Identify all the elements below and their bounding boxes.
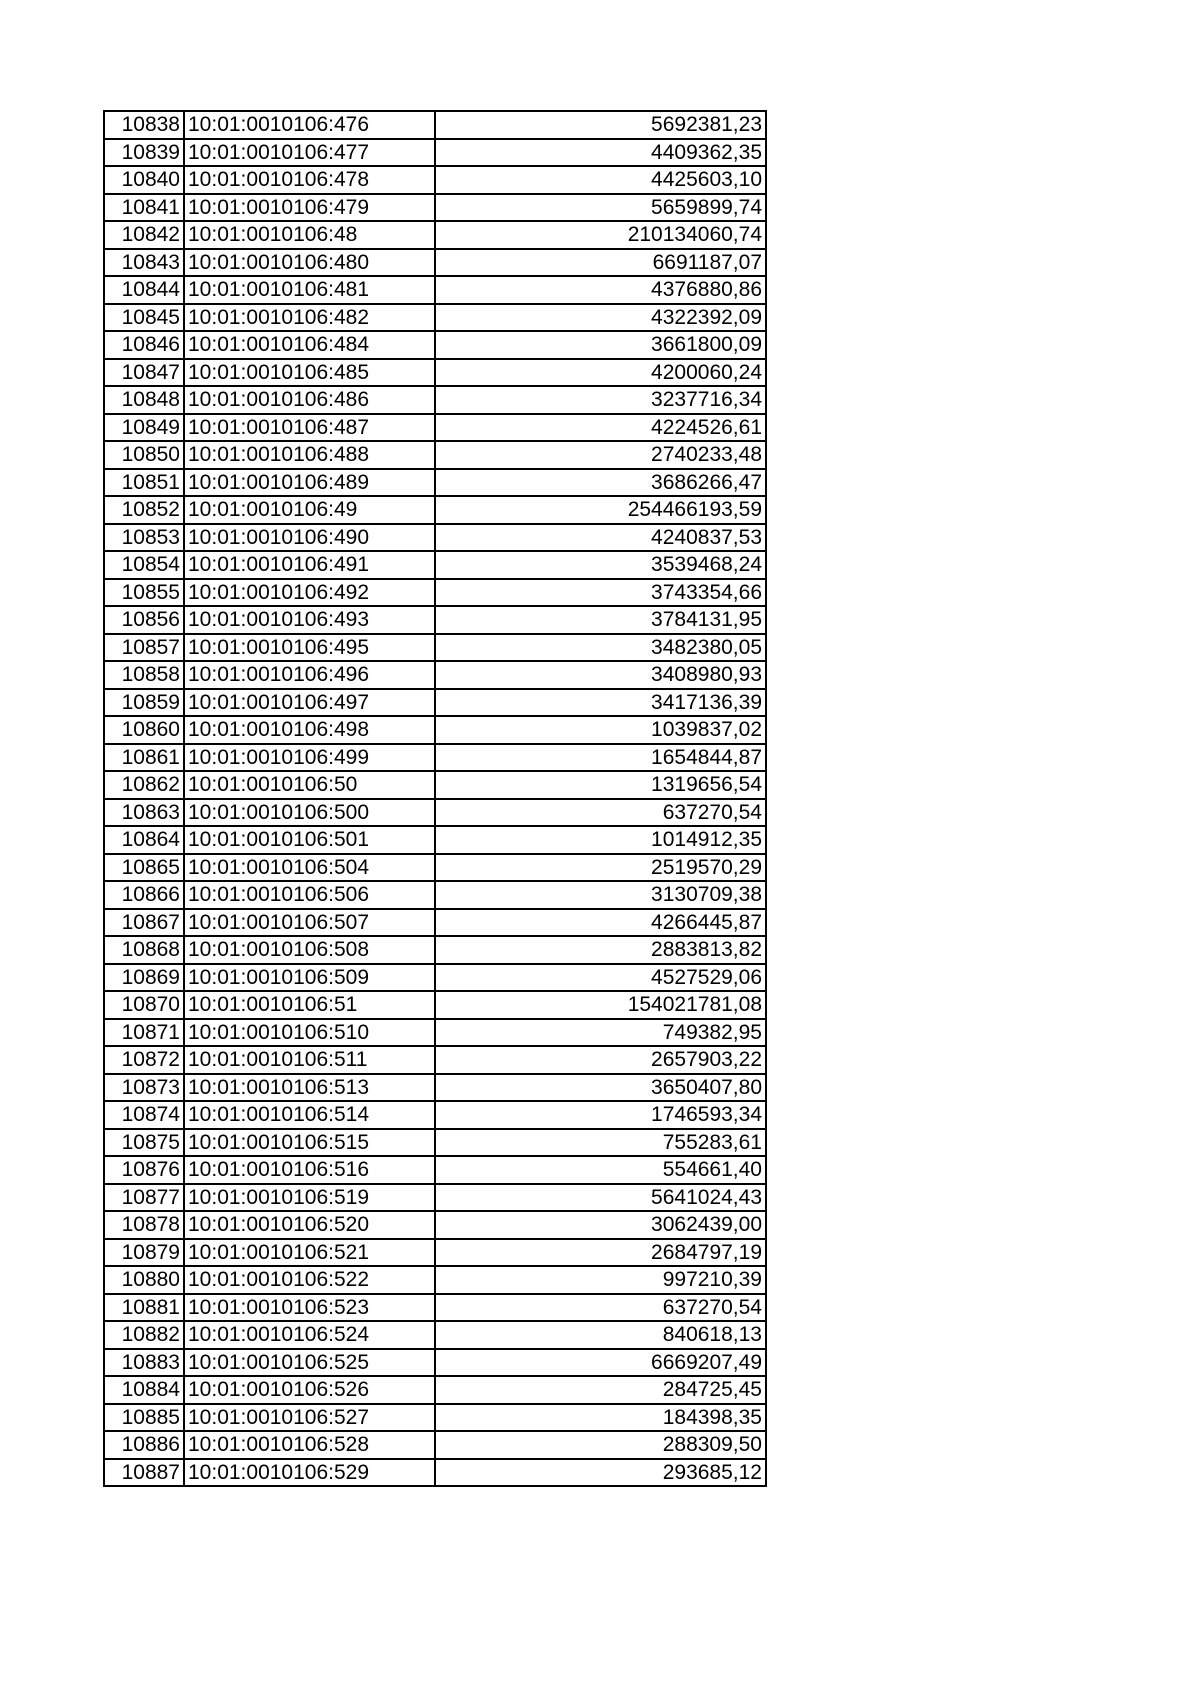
row-number-cell: 10848 <box>104 386 184 414</box>
cadastral-number-cell: 10:01:0010106:48 <box>184 221 435 249</box>
table-row <box>104 936 766 964</box>
row-number-cell: 10845 <box>104 304 184 332</box>
table-row <box>104 744 766 772</box>
table-row <box>104 1404 766 1432</box>
cadastral-number-cell: 10:01:0010106:486 <box>184 386 435 414</box>
table-row <box>104 276 766 304</box>
row-number-cell: 10859 <box>104 689 184 717</box>
cadastral-number-cell: 10:01:0010106:484 <box>184 331 435 359</box>
row-number-cell: 10841 <box>104 194 184 222</box>
value-cell: 1319656,54 <box>435 771 766 799</box>
row-number-cell: 10843 <box>104 249 184 277</box>
table-row <box>104 826 766 854</box>
cadastral-number-cell: 10:01:0010106:511 <box>184 1046 435 1074</box>
cadastral-number-cell: 10:01:0010106:496 <box>184 661 435 689</box>
value-cell: 184398,35 <box>435 1404 766 1432</box>
value-cell: 3650407,80 <box>435 1074 766 1102</box>
row-number-cell: 10873 <box>104 1074 184 1102</box>
table-row <box>104 331 766 359</box>
value-cell: 554661,40 <box>435 1156 766 1184</box>
row-number-cell: 10844 <box>104 276 184 304</box>
cadastral-number-cell: 10:01:0010106:487 <box>184 414 435 442</box>
row-number-cell: 10840 <box>104 166 184 194</box>
row-number-cell: 10871 <box>104 1019 184 1047</box>
row-number-cell: 10885 <box>104 1404 184 1432</box>
table-row <box>104 716 766 744</box>
cadastral-number-cell: 10:01:0010106:489 <box>184 469 435 497</box>
value-cell: 3539468,24 <box>435 551 766 579</box>
cadastral-number-cell: 10:01:0010106:515 <box>184 1129 435 1157</box>
row-number-cell: 10842 <box>104 221 184 249</box>
table-row <box>104 771 766 799</box>
row-number-cell: 10870 <box>104 991 184 1019</box>
row-number-cell: 10849 <box>104 414 184 442</box>
registry-table <box>103 110 767 1487</box>
value-cell: 210134060,74 <box>435 221 766 249</box>
table-row <box>104 964 766 992</box>
cadastral-number-cell: 10:01:0010106:514 <box>184 1101 435 1129</box>
row-number-cell: 10886 <box>104 1431 184 1459</box>
value-cell: 5692381,23 <box>435 111 766 139</box>
value-cell: 293685,12 <box>435 1459 766 1487</box>
value-cell: 5659899,74 <box>435 194 766 222</box>
cadastral-number-cell: 10:01:0010106:506 <box>184 881 435 909</box>
value-cell: 4200060,24 <box>435 359 766 387</box>
row-number-cell: 10860 <box>104 716 184 744</box>
row-number-cell: 10852 <box>104 496 184 524</box>
row-number-cell: 10868 <box>104 936 184 964</box>
table-row <box>104 194 766 222</box>
value-cell: 154021781,08 <box>435 991 766 1019</box>
table-row <box>104 799 766 827</box>
table-row <box>104 634 766 662</box>
value-cell: 840618,13 <box>435 1321 766 1349</box>
cadastral-number-cell: 10:01:0010106:490 <box>184 524 435 552</box>
row-number-cell: 10866 <box>104 881 184 909</box>
cadastral-number-cell: 10:01:0010106:525 <box>184 1349 435 1377</box>
table-row <box>104 1211 766 1239</box>
row-number-cell: 10854 <box>104 551 184 579</box>
value-cell: 3237716,34 <box>435 386 766 414</box>
cadastral-number-cell: 10:01:0010106:500 <box>184 799 435 827</box>
value-cell: 637270,54 <box>435 1294 766 1322</box>
cadastral-number-cell: 10:01:0010106:479 <box>184 194 435 222</box>
value-cell: 3743354,66 <box>435 579 766 607</box>
row-number-cell: 10883 <box>104 1349 184 1377</box>
cadastral-number-cell: 10:01:0010106:51 <box>184 991 435 1019</box>
cadastral-number-cell: 10:01:0010106:498 <box>184 716 435 744</box>
cadastral-number-cell: 10:01:0010106:522 <box>184 1266 435 1294</box>
row-number-cell: 10862 <box>104 771 184 799</box>
table-row <box>104 1349 766 1377</box>
table-row <box>104 1459 766 1487</box>
table-row <box>104 304 766 332</box>
row-number-cell: 10863 <box>104 799 184 827</box>
value-cell: 254466193,59 <box>435 496 766 524</box>
row-number-cell: 10864 <box>104 826 184 854</box>
value-cell: 4224526,61 <box>435 414 766 442</box>
table-row <box>104 1019 766 1047</box>
table-row <box>104 579 766 607</box>
value-cell: 6691187,07 <box>435 249 766 277</box>
cadastral-number-cell: 10:01:0010106:491 <box>184 551 435 579</box>
value-cell: 4266445,87 <box>435 909 766 937</box>
row-number-cell: 10855 <box>104 579 184 607</box>
table-row <box>104 359 766 387</box>
value-cell: 4240837,53 <box>435 524 766 552</box>
row-number-cell: 10878 <box>104 1211 184 1239</box>
registry-table-body <box>104 111 766 1486</box>
cadastral-number-cell: 10:01:0010106:492 <box>184 579 435 607</box>
cadastral-number-cell: 10:01:0010106:481 <box>184 276 435 304</box>
table-row <box>104 469 766 497</box>
cadastral-number-cell: 10:01:0010106:504 <box>184 854 435 882</box>
cadastral-number-cell: 10:01:0010106:495 <box>184 634 435 662</box>
row-number-cell: 10881 <box>104 1294 184 1322</box>
value-cell: 2883813,82 <box>435 936 766 964</box>
cadastral-number-cell: 10:01:0010106:508 <box>184 936 435 964</box>
cadastral-number-cell: 10:01:0010106:523 <box>184 1294 435 1322</box>
value-cell: 4425603,10 <box>435 166 766 194</box>
value-cell: 3686266,47 <box>435 469 766 497</box>
value-cell: 2657903,22 <box>435 1046 766 1074</box>
row-number-cell: 10882 <box>104 1321 184 1349</box>
row-number-cell: 10858 <box>104 661 184 689</box>
row-number-cell: 10851 <box>104 469 184 497</box>
cadastral-number-cell: 10:01:0010106:485 <box>184 359 435 387</box>
table-row <box>104 1321 766 1349</box>
table-row <box>104 1376 766 1404</box>
table-row <box>104 661 766 689</box>
value-cell: 3784131,95 <box>435 606 766 634</box>
value-cell: 3417136,39 <box>435 689 766 717</box>
row-number-cell: 10857 <box>104 634 184 662</box>
cadastral-number-cell: 10:01:0010106:513 <box>184 1074 435 1102</box>
row-number-cell: 10847 <box>104 359 184 387</box>
table-row <box>104 221 766 249</box>
value-cell: 4527529,06 <box>435 964 766 992</box>
table-row <box>104 1129 766 1157</box>
value-cell: 2684797,19 <box>435 1239 766 1267</box>
value-cell: 6669207,49 <box>435 1349 766 1377</box>
cadastral-number-cell: 10:01:0010106:528 <box>184 1431 435 1459</box>
row-number-cell: 10856 <box>104 606 184 634</box>
table-row <box>104 524 766 552</box>
cadastral-number-cell: 10:01:0010106:516 <box>184 1156 435 1184</box>
value-cell: 5641024,43 <box>435 1184 766 1212</box>
value-cell: 749382,95 <box>435 1019 766 1047</box>
row-number-cell: 10861 <box>104 744 184 772</box>
cadastral-number-cell: 10:01:0010106:526 <box>184 1376 435 1404</box>
table-row <box>104 854 766 882</box>
value-cell: 4322392,09 <box>435 304 766 332</box>
cadastral-number-cell: 10:01:0010106:524 <box>184 1321 435 1349</box>
cadastral-number-cell: 10:01:0010106:477 <box>184 139 435 167</box>
table-row <box>104 991 766 1019</box>
value-cell: 3482380,05 <box>435 634 766 662</box>
table-row <box>104 1266 766 1294</box>
value-cell: 4409362,35 <box>435 139 766 167</box>
table-row <box>104 909 766 937</box>
cadastral-number-cell: 10:01:0010106:50 <box>184 771 435 799</box>
table-row <box>104 414 766 442</box>
cadastral-number-cell: 10:01:0010106:482 <box>184 304 435 332</box>
row-number-cell: 10880 <box>104 1266 184 1294</box>
value-cell: 755283,61 <box>435 1129 766 1157</box>
table-row <box>104 606 766 634</box>
table-row <box>104 1431 766 1459</box>
table-row <box>104 139 766 167</box>
value-cell: 1746593,34 <box>435 1101 766 1129</box>
value-cell: 1654844,87 <box>435 744 766 772</box>
cadastral-number-cell: 10:01:0010106:507 <box>184 909 435 937</box>
row-number-cell: 10875 <box>104 1129 184 1157</box>
value-cell: 4376880,86 <box>435 276 766 304</box>
row-number-cell: 10839 <box>104 139 184 167</box>
table-row <box>104 496 766 524</box>
table-row <box>104 1074 766 1102</box>
row-number-cell: 10853 <box>104 524 184 552</box>
value-cell: 284725,45 <box>435 1376 766 1404</box>
table-row <box>104 1239 766 1267</box>
row-number-cell: 10872 <box>104 1046 184 1074</box>
row-number-cell: 10865 <box>104 854 184 882</box>
value-cell: 3062439,00 <box>435 1211 766 1239</box>
row-number-cell: 10850 <box>104 441 184 469</box>
table-row <box>104 111 766 139</box>
row-number-cell: 10846 <box>104 331 184 359</box>
cadastral-number-cell: 10:01:0010106:488 <box>184 441 435 469</box>
value-cell: 637270,54 <box>435 799 766 827</box>
table-row <box>104 1046 766 1074</box>
cadastral-number-cell: 10:01:0010106:520 <box>184 1211 435 1239</box>
value-cell: 3408980,93 <box>435 661 766 689</box>
row-number-cell: 10879 <box>104 1239 184 1267</box>
value-cell: 2519570,29 <box>435 854 766 882</box>
table-row <box>104 386 766 414</box>
cadastral-number-cell: 10:01:0010106:521 <box>184 1239 435 1267</box>
cadastral-number-cell: 10:01:0010106:480 <box>184 249 435 277</box>
table-row <box>104 689 766 717</box>
table-row <box>104 1156 766 1184</box>
table-row <box>104 1184 766 1212</box>
table-row <box>104 551 766 579</box>
row-number-cell: 10877 <box>104 1184 184 1212</box>
cadastral-number-cell: 10:01:0010106:493 <box>184 606 435 634</box>
value-cell: 1039837,02 <box>435 716 766 744</box>
cadastral-number-cell: 10:01:0010106:476 <box>184 111 435 139</box>
row-number-cell: 10887 <box>104 1459 184 1487</box>
row-number-cell: 10884 <box>104 1376 184 1404</box>
cadastral-number-cell: 10:01:0010106:478 <box>184 166 435 194</box>
value-cell: 3130709,38 <box>435 881 766 909</box>
cadastral-number-cell: 10:01:0010106:529 <box>184 1459 435 1487</box>
table-row <box>104 881 766 909</box>
table-row <box>104 166 766 194</box>
cadastral-number-cell: 10:01:0010106:49 <box>184 496 435 524</box>
table-row <box>104 249 766 277</box>
value-cell: 288309,50 <box>435 1431 766 1459</box>
row-number-cell: 10874 <box>104 1101 184 1129</box>
value-cell: 997210,39 <box>435 1266 766 1294</box>
cadastral-number-cell: 10:01:0010106:519 <box>184 1184 435 1212</box>
table-row <box>104 1101 766 1129</box>
cadastral-number-cell: 10:01:0010106:510 <box>184 1019 435 1047</box>
row-number-cell: 10869 <box>104 964 184 992</box>
table-row <box>104 1294 766 1322</box>
value-cell: 2740233,48 <box>435 441 766 469</box>
value-cell: 3661800,09 <box>435 331 766 359</box>
row-number-cell: 10867 <box>104 909 184 937</box>
cadastral-number-cell: 10:01:0010106:499 <box>184 744 435 772</box>
cadastral-number-cell: 10:01:0010106:497 <box>184 689 435 717</box>
cadastral-number-cell: 10:01:0010106:501 <box>184 826 435 854</box>
cadastral-number-cell: 10:01:0010106:527 <box>184 1404 435 1432</box>
row-number-cell: 10876 <box>104 1156 184 1184</box>
table-row <box>104 441 766 469</box>
cadastral-number-cell: 10:01:0010106:509 <box>184 964 435 992</box>
value-cell: 1014912,35 <box>435 826 766 854</box>
row-number-cell: 10838 <box>104 111 184 139</box>
